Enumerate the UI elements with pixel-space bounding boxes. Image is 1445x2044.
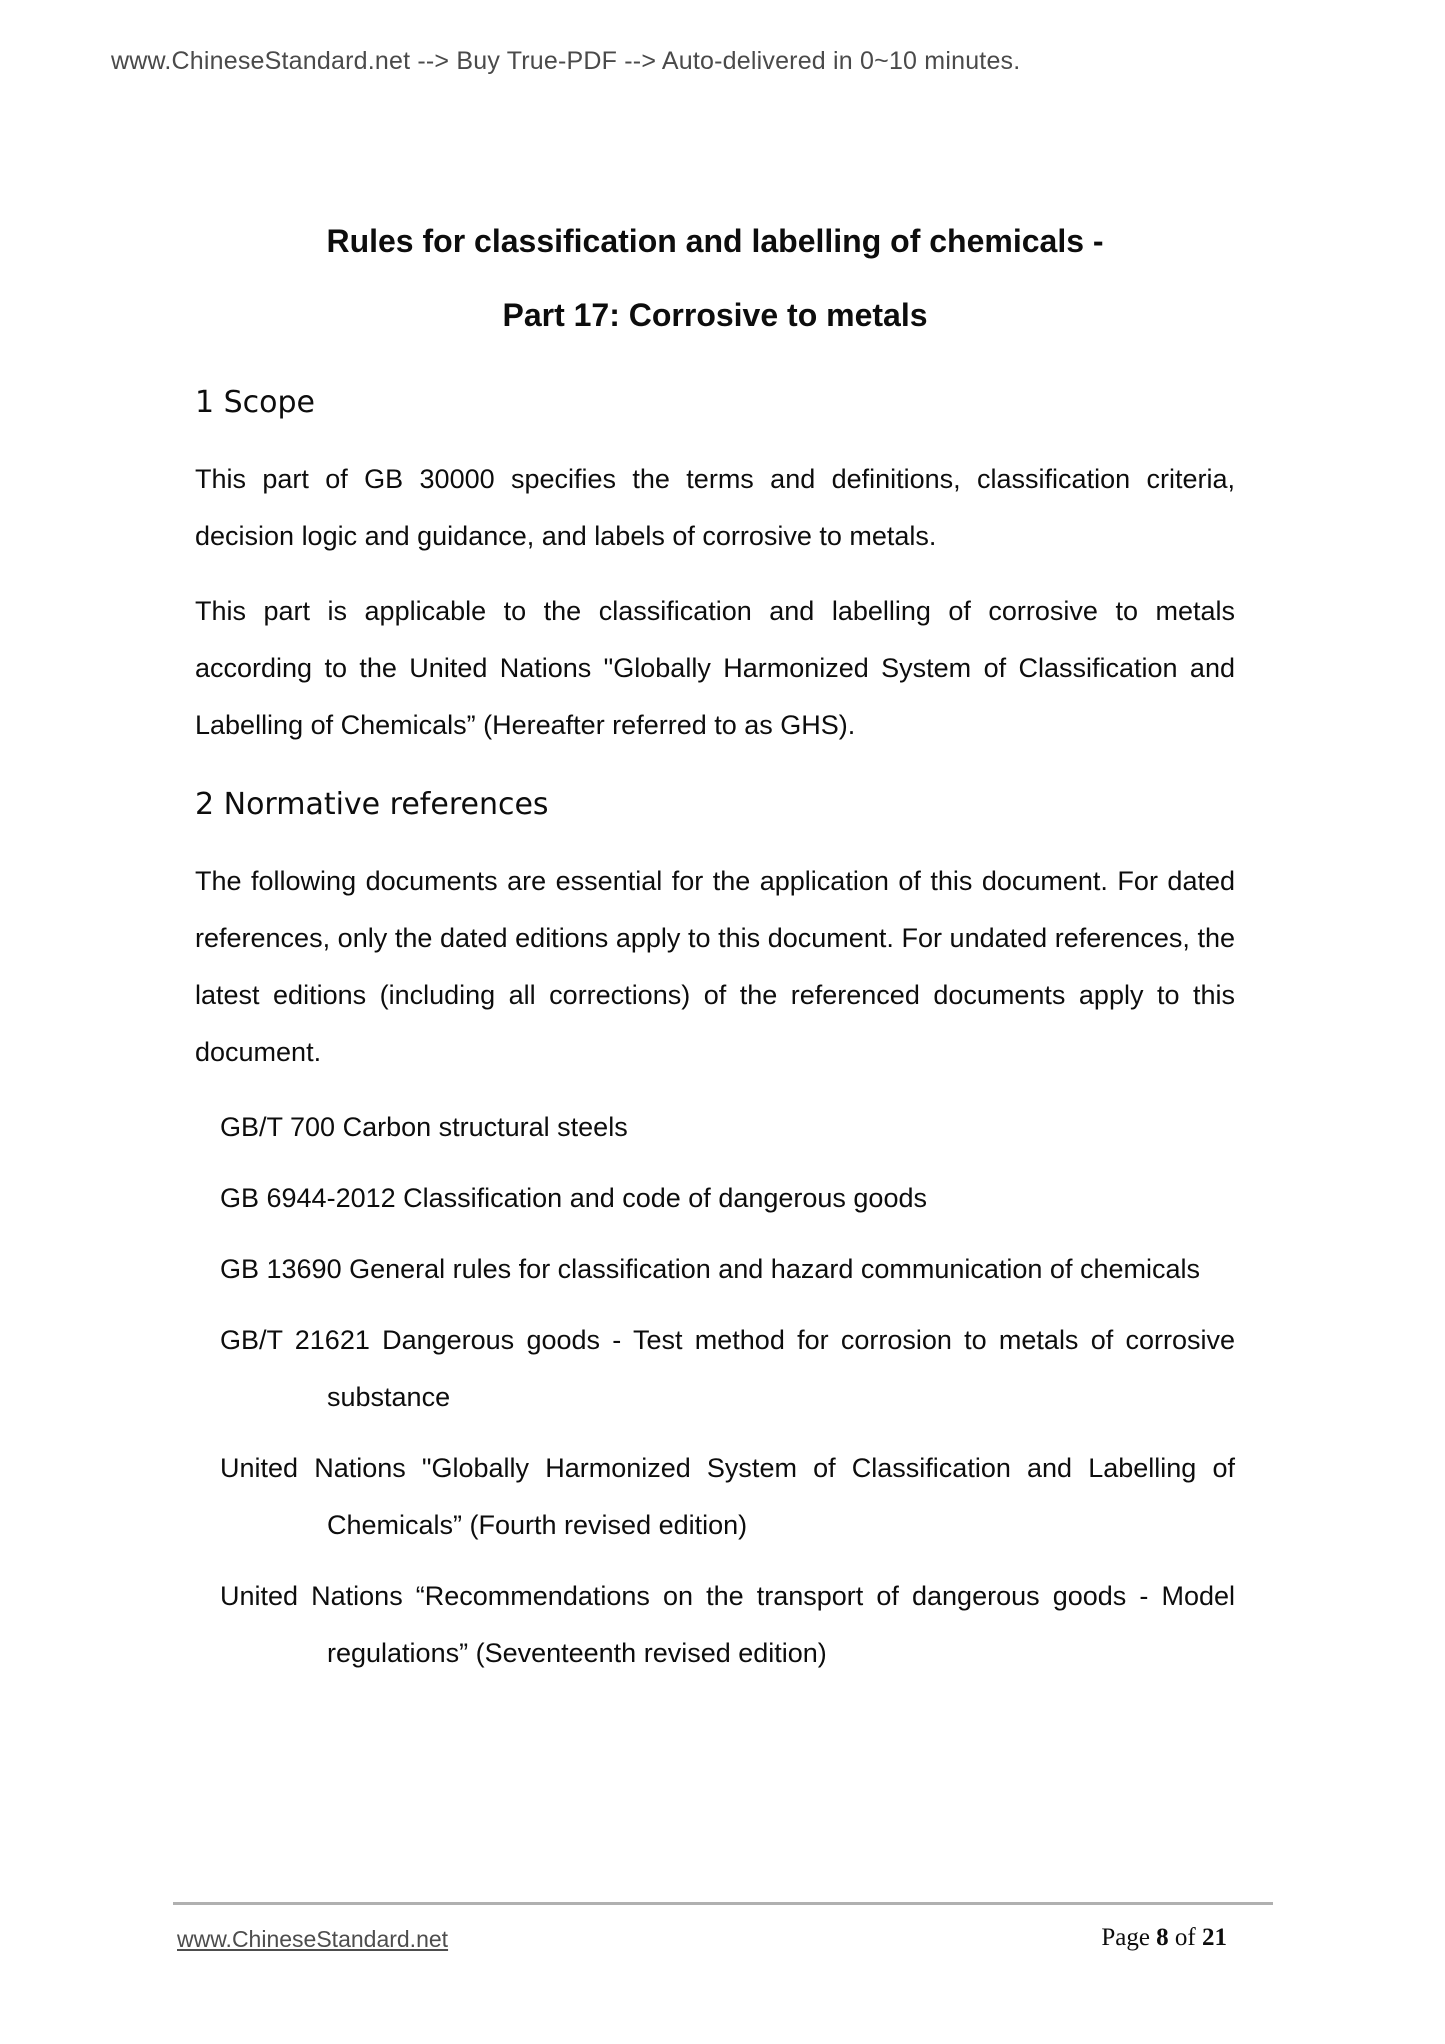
document-content	[195, 0, 1235, 1696]
reference-item: United Nations "Globally Harmonized System of Classification and Labelling of Chemicals” (Fourth revised edition)	[220, 1453, 1235, 1540]
page-number-indicator	[1101, 1924, 1227, 1952]
footer-divider	[173, 1902, 1273, 1905]
header-banner: www.ChineseStandard.net --> Buy True-PDF --> Auto-delivered in 0~10 minutes.	[111, 47, 1021, 75]
reference-item: GB/T 21621 Dangerous goods - Test method for corrosion to metals of corrosive substance	[220, 1325, 1235, 1412]
footer-website-link[interactable]: www.ChineseStandard.net	[177, 1926, 449, 1952]
title-line-1: Rules for classification and labelling of chemicals -	[326, 223, 1104, 259]
references-list	[195, 1099, 1235, 1682]
of-word: of	[1174, 1924, 1196, 1951]
reference-item: GB 13690 General rules for classification and hazard communication of chemicals	[220, 1254, 1200, 1284]
scope-paragraph-1: This part of GB 30000 specifies the terms and definitions, classification criteria, decision logic and guidance, and labels of corrosive to metals.	[195, 464, 1235, 551]
reference-item: United Nations “Recommendations on the transport of dangerous goods - Model regulations” (Seventeenth revised edition)	[220, 1581, 1235, 1668]
title-line-2: Part 17: Corrosive to metals	[502, 297, 928, 333]
reference-item: GB/T 700 Carbon structural steels	[220, 1112, 628, 1142]
current-page-number: 8	[1156, 1924, 1169, 1951]
total-page-count: 21	[1202, 1924, 1227, 1951]
reference-item: GB 6944-2012 Classification and code of dangerous goods	[220, 1183, 927, 1213]
section-heading-scope: 1 Scope	[195, 385, 316, 420]
document-title	[195, 204, 1235, 352]
scope-paragraph-2: This part is applicable to the classification and labelling of corrosive to metals according to the United Nations "Globally Harmonized System of Classification and Labelling of Chemicals” (Hereafter referred to as GHS).	[195, 596, 1235, 740]
page-word: Page	[1101, 1924, 1150, 1951]
normative-intro-paragraph: The following documents are essential for the application of this document. For dated references, only the dated editions apply to this document. For undated references, the latest editions (including all corrections) of the referenced documents apply to this document.	[195, 866, 1235, 1067]
section-heading-normative-references: 2 Normative references	[195, 787, 549, 822]
